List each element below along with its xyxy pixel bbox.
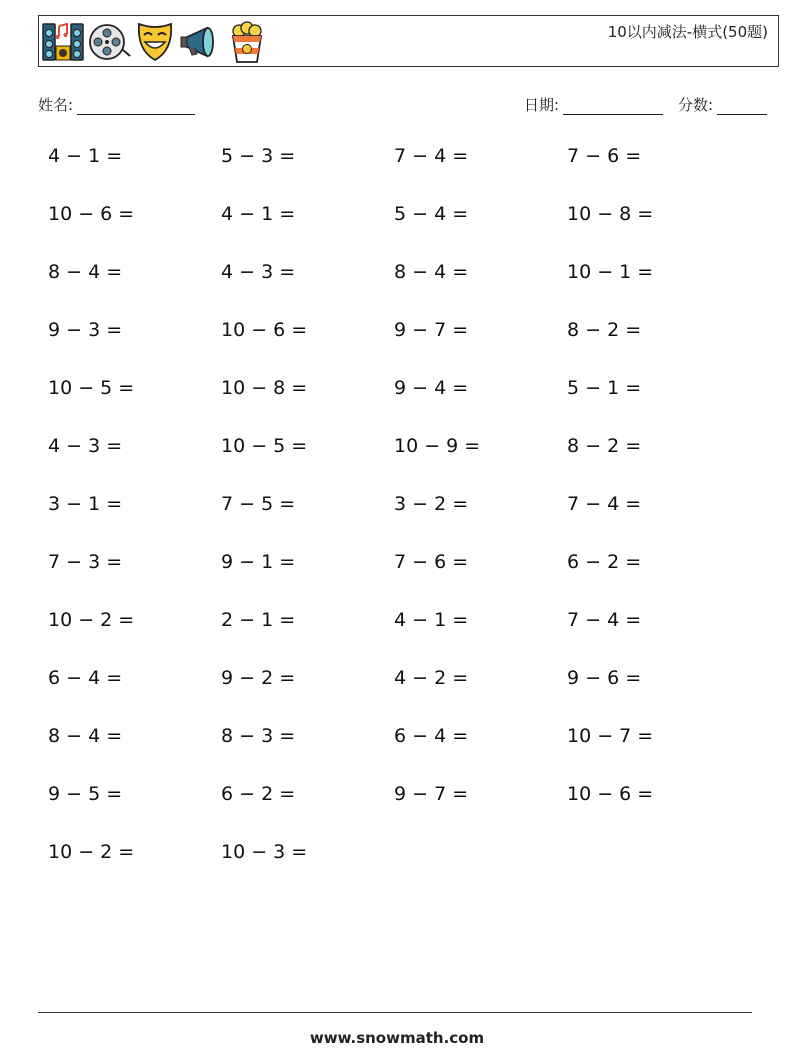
problem-item: 4 − 3 = [48, 435, 123, 457]
problem-item: 6 − 4 = [394, 725, 469, 747]
problem-item: 10 − 2 = [48, 841, 135, 863]
problem-item: 6 − 2 = [221, 783, 296, 805]
problem-item: 7 − 4 = [567, 493, 642, 515]
problem-item: 10 − 7 = [567, 725, 654, 747]
problem-item: 10 − 1 = [567, 261, 654, 283]
date-label: 日期: [524, 96, 560, 114]
problem-item: 4 − 1 = [48, 145, 123, 167]
problem-item: 8 − 4 = [394, 261, 469, 283]
problem-item: 4 − 1 = [394, 609, 469, 631]
problem-item: 9 − 5 = [48, 783, 123, 805]
problem-item: 10 − 6 = [567, 783, 654, 805]
problem-item: 8 − 4 = [48, 725, 123, 747]
date-blank[interactable] [563, 98, 663, 115]
problem-item: 10 − 3 = [221, 841, 308, 863]
problem-item: 9 − 3 = [48, 319, 123, 341]
name-field[interactable] [38, 94, 195, 115]
worksheet-title: 10以内减法-横式(50题) [607, 23, 768, 41]
date-field[interactable] [524, 94, 663, 115]
problem-item: 4 − 2 = [394, 667, 469, 689]
problem-item: 9 − 7 = [394, 783, 469, 805]
problem-item: 7 − 4 = [567, 609, 642, 631]
score-field[interactable] [678, 94, 767, 115]
problem-item: 10 − 8 = [567, 203, 654, 225]
problem-item: 9 − 4 = [394, 377, 469, 399]
footer-website: www.snowmath.com [309, 1029, 485, 1047]
problem-item: 9 − 1 = [221, 551, 296, 573]
problem-item: 10 − 5 = [221, 435, 308, 457]
problem-item: 8 − 2 = [567, 319, 642, 341]
problem-item: 10 − 6 = [48, 203, 135, 225]
problem-item: 3 − 2 = [394, 493, 469, 515]
speakers-icon [41, 20, 85, 64]
score-label: 分数: [678, 96, 714, 114]
problem-item: 2 − 1 = [221, 609, 296, 631]
film-reel-icon [87, 20, 131, 64]
popcorn-icon [225, 20, 269, 64]
problem-item: 7 − 5 = [221, 493, 296, 515]
problem-item: 10 − 9 = [394, 435, 481, 457]
name-label: 姓名: [38, 96, 74, 114]
problem-item: 10 − 2 = [48, 609, 135, 631]
problem-item: 5 − 3 = [221, 145, 296, 167]
problem-item: 10 − 8 = [221, 377, 308, 399]
problem-item: 7 − 3 = [48, 551, 123, 573]
problem-item: 8 − 2 = [567, 435, 642, 457]
problem-item: 7 − 4 = [394, 145, 469, 167]
problem-item: 7 − 6 = [567, 145, 642, 167]
problem-item: 4 − 3 = [221, 261, 296, 283]
problem-item: 5 − 1 = [567, 377, 642, 399]
footer-divider [38, 1012, 752, 1013]
score-blank[interactable] [717, 98, 767, 115]
problem-item: 8 − 3 = [221, 725, 296, 747]
problem-item: 9 − 2 = [221, 667, 296, 689]
worksheet-header [38, 15, 779, 67]
problem-item: 10 − 6 = [221, 319, 308, 341]
problem-item: 3 − 1 = [48, 493, 123, 515]
problem-item: 9 − 6 = [567, 667, 642, 689]
megaphone-icon [179, 20, 223, 64]
problem-item: 9 − 7 = [394, 319, 469, 341]
problem-item: 7 − 6 = [394, 551, 469, 573]
problem-item: 4 − 1 = [221, 203, 296, 225]
problem-item: 6 − 2 = [567, 551, 642, 573]
problem-item: 8 − 4 = [48, 261, 123, 283]
comedy-mask-icon [133, 20, 177, 64]
problem-item: 6 − 4 = [48, 667, 123, 689]
header-icons [41, 19, 269, 65]
problem-item: 5 − 4 = [394, 203, 469, 225]
name-blank[interactable] [77, 98, 195, 115]
problem-item: 10 − 5 = [48, 377, 135, 399]
